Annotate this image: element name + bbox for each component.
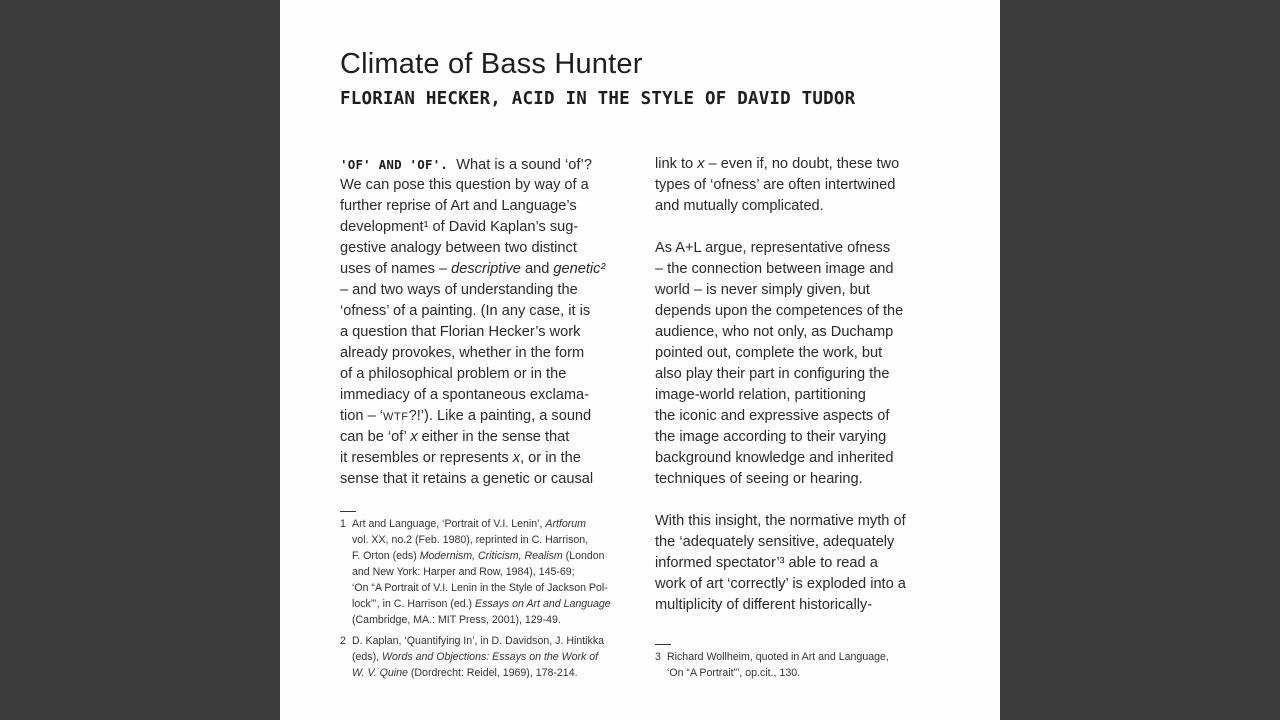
- body-line: world – is never simply given, but: [655, 282, 870, 298]
- body-line: the iconic and expressive aspects of: [655, 408, 890, 424]
- body-line: can be ‘of’ x either in the sense that: [340, 429, 570, 445]
- body-line: With this insight, the normative myth of: [655, 513, 906, 529]
- body-line: sense that it retains a genetic or causal: [340, 471, 594, 487]
- body-line: the ‘adequately sensitive, adequately: [655, 534, 895, 550]
- body-line: tion – ‘WTF?!’). Like a painting, a sound: [340, 408, 592, 424]
- footnote-3: 3 Richard Wollheim, quoted in Art and Language, ‘On “A Portrait”’, op.cit., 130.: [655, 651, 889, 679]
- body-line: informed spectator’³ able to read a: [655, 555, 878, 571]
- body-line: image-world relation, partitioning: [655, 387, 866, 403]
- page-subtitle: FLORIAN HECKER, ACID IN THE STYLE OF DAVID TUDOR: [340, 89, 856, 109]
- body-line: ‘ofness’ of a painting. (In any case, it is: [340, 303, 591, 319]
- footnote-rule: [340, 511, 356, 512]
- footnote-number: 3: [655, 651, 661, 663]
- right-column: [655, 154, 955, 616]
- body-line: development¹ of David Kaplan’s sug-: [340, 219, 579, 235]
- body-line: already provokes, whether in the form: [340, 345, 585, 361]
- footnotes-right: [655, 649, 945, 686]
- footnote-1: 1 Art and Language, ‘Portrait of V.I. Lenin’, Artforum vol. XX, no.2 (Feb. 1980), reprinted in C. Harrison, F. Orton (eds) Modernism, Criticism, Realism (London and New York: Harper and Row, 1984), 145-69; ‘On “A Portrait of V.I. Lenin in the Style of Jackson Pol- lock”’, in C. Harrison (ed.) Essays on Art and Language (Cambridge, MA.: MIT Press, 2001), 129-49.: [340, 518, 611, 626]
- body-line: background knowledge and inherited: [655, 450, 894, 466]
- footnotes-left: [340, 516, 630, 686]
- body-line: gestive analogy between two distinct: [340, 240, 577, 256]
- body-line: link to x – even if, no doubt, these two: [655, 156, 900, 172]
- body-line: also play their part in configuring the: [655, 366, 890, 382]
- page-title: Climate of Bass Hunter: [340, 48, 643, 80]
- body-line: We can pose this question by way of a: [340, 177, 589, 193]
- body-line: further reprise of Art and Language’s: [340, 198, 577, 214]
- body-line: pointed out, complete the work, but: [655, 345, 883, 361]
- footnote-number: 2: [340, 635, 346, 647]
- body-line: of a philosophical problem or in the: [340, 366, 567, 382]
- body-line: – the connection between image and: [655, 261, 894, 277]
- body-line: the image according to their varying: [655, 429, 887, 445]
- book-page: [280, 0, 1000, 720]
- body-line: – and two ways of understanding the: [340, 282, 578, 298]
- body-line: immediacy of a spontaneous exclama-: [340, 387, 590, 403]
- body-line: uses of names – descriptive and genetic²: [340, 261, 606, 277]
- body-line: depends upon the competences of the: [655, 303, 904, 319]
- paragraph-gap: [655, 490, 955, 511]
- body-line: it resembles or represents x, or in the: [340, 450, 581, 466]
- body-line: types of ‘ofness’ are often intertwined: [655, 177, 896, 193]
- paragraph-gap: [655, 217, 955, 238]
- left-column: [340, 154, 640, 490]
- body-line: techniques of seeing or hearing.: [655, 471, 863, 487]
- body-line: work of art ‘correctly’ is exploded into a: [655, 576, 906, 592]
- body-line: multiplicity of different historically-: [655, 597, 873, 613]
- body-line: a question that Florian Hecker’s work: [340, 324, 581, 340]
- body-line: audience, who not only, as Duchamp: [655, 324, 894, 340]
- footnote-rule: [655, 644, 671, 645]
- body-line: 'OF' AND 'OF'. What is a sound ‘of’?: [340, 157, 593, 173]
- body-line: and mutually complicated.: [655, 198, 824, 214]
- body-line: As A+L argue, representative ofness: [655, 240, 891, 256]
- footnote-number: 1: [340, 518, 346, 530]
- footnote-2: 2 D. Kaplan, ‘Quantifying In’, in D. Davidson, J. Hintikka (eds), Words and Objections: Essays on the Work of W. V. Quine (Dordrecht: Reidel, 1969), 178-214.: [340, 635, 605, 679]
- section-lead-in: 'OF' AND 'OF'.: [340, 157, 449, 172]
